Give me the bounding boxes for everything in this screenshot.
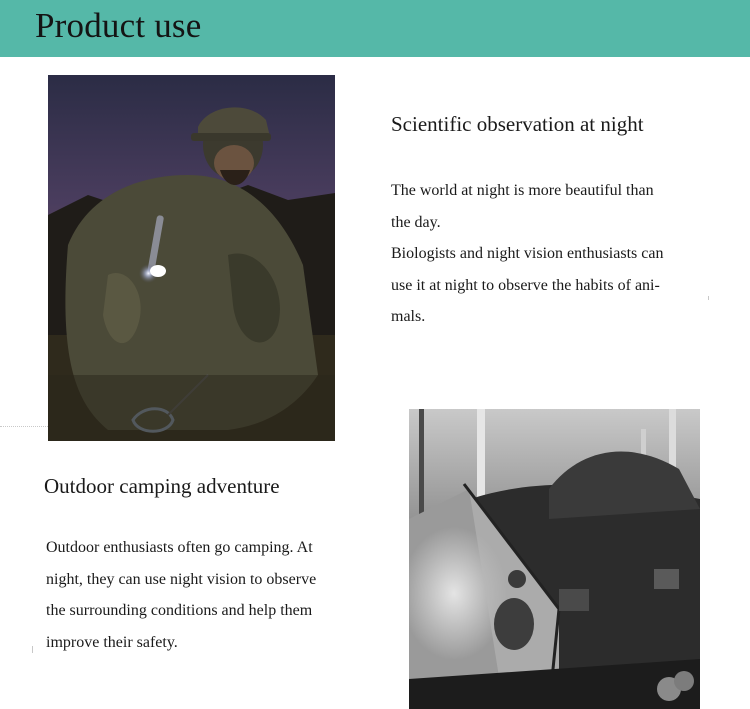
text-line: Biologists and night vision enthusiasts can xyxy=(391,245,664,262)
decorative-tick xyxy=(32,646,33,653)
decorative-tick xyxy=(708,296,709,300)
page-title: Product use xyxy=(35,6,202,45)
text-line: the day. xyxy=(391,213,441,231)
text-line: mals. xyxy=(391,308,426,325)
night-observation-text xyxy=(391,175,701,333)
header-bar xyxy=(0,0,750,57)
camping-adventure-text xyxy=(46,532,356,658)
text-line: The world at night is more beautiful than xyxy=(391,182,654,199)
camping-adventure-heading: Outdoor camping adventure xyxy=(44,474,280,498)
text-line: improve their safety. xyxy=(46,633,178,651)
dotted-divider xyxy=(0,426,48,427)
text-line: Outdoor enthusiasts often go camping. At xyxy=(46,539,313,556)
text-line: night, they can use night vision to observe xyxy=(46,570,317,588)
text-line: the surrounding conditions and help them xyxy=(46,602,313,619)
text-line: use it at night to observe the habits of ani- xyxy=(391,276,660,294)
tent-camping-photo xyxy=(409,409,700,709)
night-observation-heading: Scientific observation at night xyxy=(391,112,644,136)
hunter-flashlight-photo xyxy=(48,75,335,441)
